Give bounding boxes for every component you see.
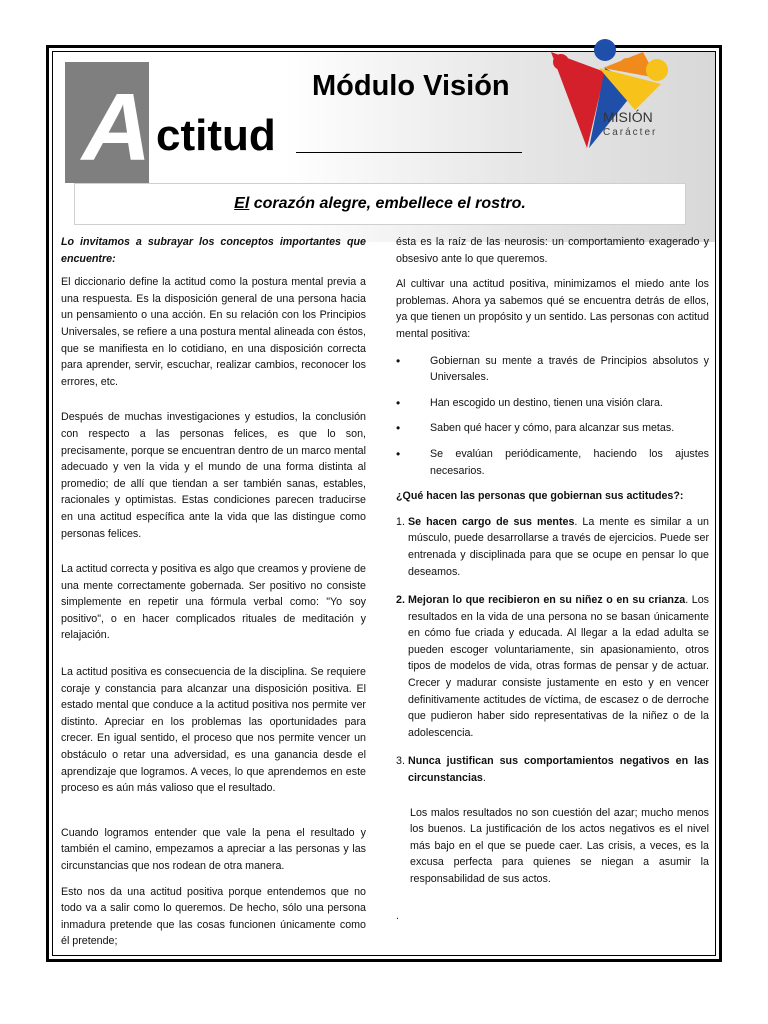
item-number: 2. bbox=[396, 594, 405, 607]
right-column bbox=[396, 234, 709, 924]
logo-red-dot bbox=[553, 54, 569, 70]
subtitle-text: corazón alegre, embellece el rostro. bbox=[249, 195, 526, 212]
list-item: • Han escogido un destino, tienen una visión clara. bbox=[396, 395, 709, 412]
numbered-item bbox=[396, 753, 709, 786]
logo-text-mision: MISIÓN bbox=[603, 109, 653, 125]
paragraph-definition: El diccionario define la actitud como la postura mental previa a una respuesta. Es la disposición general de una persona hacia un pensamiento o una acción. En su relación con los Principios Universales, se refiere a una postura mental alineada con éstos, que se manifiesta en lo cotidiano, en una disposición correcta para aprender, servir, escuchar, realizar cambios, reconocer los errores, etc. bbox=[61, 276, 366, 388]
subtitle-first-word: El bbox=[234, 195, 250, 212]
left-column bbox=[61, 234, 366, 950]
closing-paragraph: Los malos resultados no son cuestión del azar; mucho menos los buenos. La justificación de los actos negativos es el nivel más bajo en el que se puede caer. Las crisis, a veces, es la excusa perfecta para quienes se niegan a asumir la responsabilidad de sus actos. bbox=[410, 806, 709, 885]
list-item: • Se evalúan periódicamente, haciendo los ajustes necesarios. bbox=[396, 446, 709, 479]
paragraph-neurosis: ésta es la raíz de las neurosis: un comportamiento exagerado y obsesivo ante lo que queremos. bbox=[396, 236, 709, 265]
positive-traits-list bbox=[396, 353, 709, 480]
logo-yellow-dot bbox=[646, 59, 668, 81]
numbered-item bbox=[396, 592, 709, 741]
paragraph-positive-attitude: Al cultivar una actitud positiva, minimizamos el miedo ante los problemas. Ahora ya sabemos qué se encuentra detrás de ellos, ya que tienen un propósito y un sentido. Las personas con actitud mental positiva: bbox=[396, 278, 709, 340]
logo-orange-dot bbox=[620, 58, 634, 72]
paragraph-immature: Esto nos da una actitud positiva porque entendemos que no todo va a salir como lo queremos. De hecho, sólo una persona inmadura pretende que las cosas funcionen únicamente como él pretende; bbox=[61, 885, 366, 948]
item-text: . bbox=[482, 772, 486, 785]
numbered-item bbox=[396, 514, 709, 580]
paragraph-correct-attitude: La actitud correcta y positiva es algo que creamos y proviene de una mente correctamente gobernada. Ser positivo no consiste simplemente en repetir una fórmula verbal como: "Yo soy positivo", o en hacer complicados rituales de meditación y relajación. bbox=[61, 563, 366, 642]
list-item: • Saben qué hacer y cómo, para alcanzar sus metas. bbox=[396, 420, 709, 437]
paragraph-happy-people: Después de muchas investigaciones y estudios, la conclusión con respecto a las personas felices, es que lo son, precisamente, porque se encuentran dentro de un marco mental adecuado y ven la vida y el mundo de una forma distinta al promedio; de allí que tiendan a ser también sanas, estables, racionales y optimistas. Estas condiciones parecen traducirse en una actitud específica ante la vida que las distingue como personas felices. bbox=[61, 411, 366, 540]
item-heading: Nunca justifican sus comportamientos negativos en las circunstancias bbox=[408, 755, 709, 785]
trailing-dot: . bbox=[396, 909, 399, 922]
intro-text: Lo invitamos a subrayar los conceptos importantes que encuentre: bbox=[61, 236, 366, 265]
item-number: 1. bbox=[396, 515, 405, 528]
mision-caracter-logo bbox=[543, 38, 683, 160]
logo-blue-dot bbox=[594, 39, 616, 61]
logo-text-caracter: Carácter bbox=[603, 127, 658, 138]
question-heading: ¿Qué hacen las personas que gobiernan sus actitudes?: bbox=[396, 490, 684, 503]
item-text: . La mente es similar a un músculo, puede desarrollarse a través de ejercicios. Puede ser entrenada y disciplinada para que se ocupe en pensar lo que deseamos. bbox=[408, 515, 709, 578]
subtitle-box bbox=[74, 183, 686, 225]
module-title: Módulo Visión bbox=[312, 70, 510, 102]
paragraph-appreciate: Cuando logramos entender que vale la pena el resultado y también el camino, empezamos a apreciar a las personas y las circunstancias que nos rodean de otra manera. bbox=[61, 826, 366, 872]
page-title: ctitud bbox=[156, 111, 276, 160]
paragraph-discipline: La actitud positiva es consecuencia de la disciplina. Se requiere coraje y constancia para alcanzar una disposición positiva. El estado mental que conduce a la actitud positiva nos permite ver distinto. Apreciar en los problemas las oportunidades para crecer. En igual sentido, el proceso que nos permite vencer un obstáculo o retar una adversidad, es una ganancia desde el aprendizaje que logramos. A veces, lo que aprendemos en este proceso es aún más valioso que el resultado. bbox=[61, 666, 366, 795]
list-item: • Gobiernan su mente a través de Principios absolutos y Universales. bbox=[396, 353, 709, 386]
item-heading: Se hacen cargo de sus mentes bbox=[408, 515, 575, 528]
item-text: . Los resultados en la vida de una persona no se basan únicamente en cómo fue criada y educada. Al llegar a la edad adulta se pueden escoger voluntariamente, sin apasionamiento, otros tipos de modelos de vida, otras formas de pensar y de actuar. Crecer y madurar consiste justamente en esto y en vencer definitivamente actitudes de víctima, de escasez o de derroche que pudieron haber sido representativas de la niñez o de la adolescencia. bbox=[408, 594, 710, 739]
title-underline bbox=[296, 152, 522, 153]
item-number: 3. bbox=[396, 755, 405, 768]
title-initial-letter: A bbox=[82, 74, 152, 181]
item-heading: Mejoran lo que recibieron en su niñez o en su crianza bbox=[408, 594, 686, 607]
